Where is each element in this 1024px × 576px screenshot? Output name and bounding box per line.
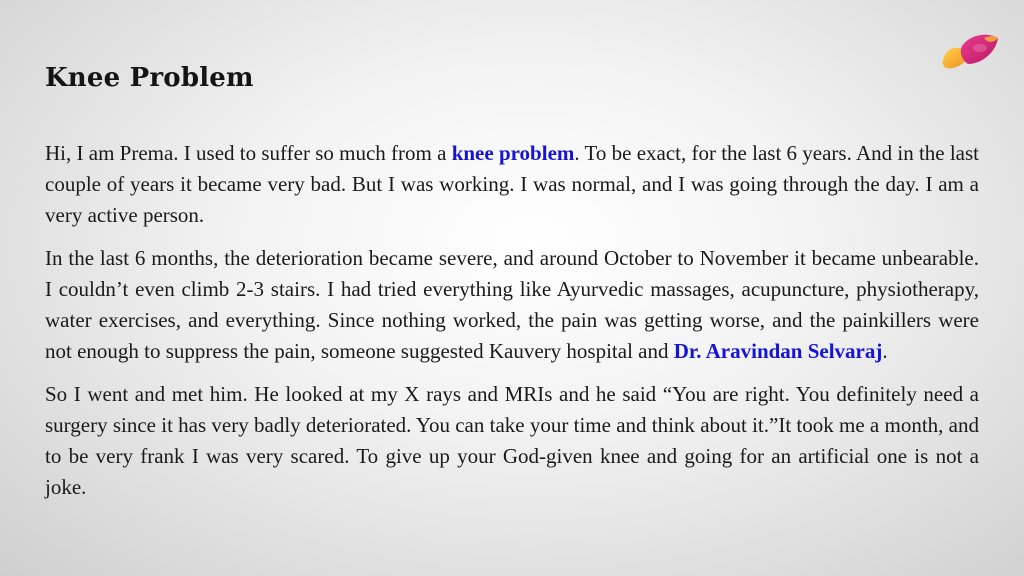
slide-body	[45, 138, 979, 515]
paragraph-2-text-start: In the last 6 months, the deterioration became severe, and around October to November it became unbearable. I couldn’t even climb 2-3 stairs. I had tried everything like Ayurvedic massages, acupuncture, physiotherapy, water exercises, and everything. Since nothing worked, the pain was getting worse, and the painkillers were not enough to suppress the pain, someone suggested Kauvery hospital and	[45, 246, 979, 363]
paragraph-2-text-end: .	[882, 339, 888, 363]
paragraph-1-text-end: . To be exact, for the last 6 years. And in the last couple of years it became very bad. But I was working. I was normal, and I was going through the day. I am a very active person.	[45, 141, 980, 227]
kauvery-logo-icon	[940, 30, 1000, 74]
paragraph-3: So I went and met him. He looked at my X rays and MRIs and he said “You are right. You definitely need a surgery since it has very badly deteriorated. You can take your time and think about it.”It took me a month, and to be very frank I was very scared. To give up your God-given knee and going for an artificial one is not a joke.	[45, 382, 979, 499]
paragraph-2	[45, 243, 979, 367]
knee-problem-link[interactable]: knee problem	[451, 141, 575, 165]
slide-title: Knee Problem	[45, 63, 254, 93]
paragraph-1-text-start: Hi, I am Prema. I used to suffer so much from a	[45, 141, 452, 165]
doctor-name-link[interactable]: Dr. Aravindan Selvaraj	[673, 339, 883, 363]
paragraph-1	[45, 138, 979, 231]
